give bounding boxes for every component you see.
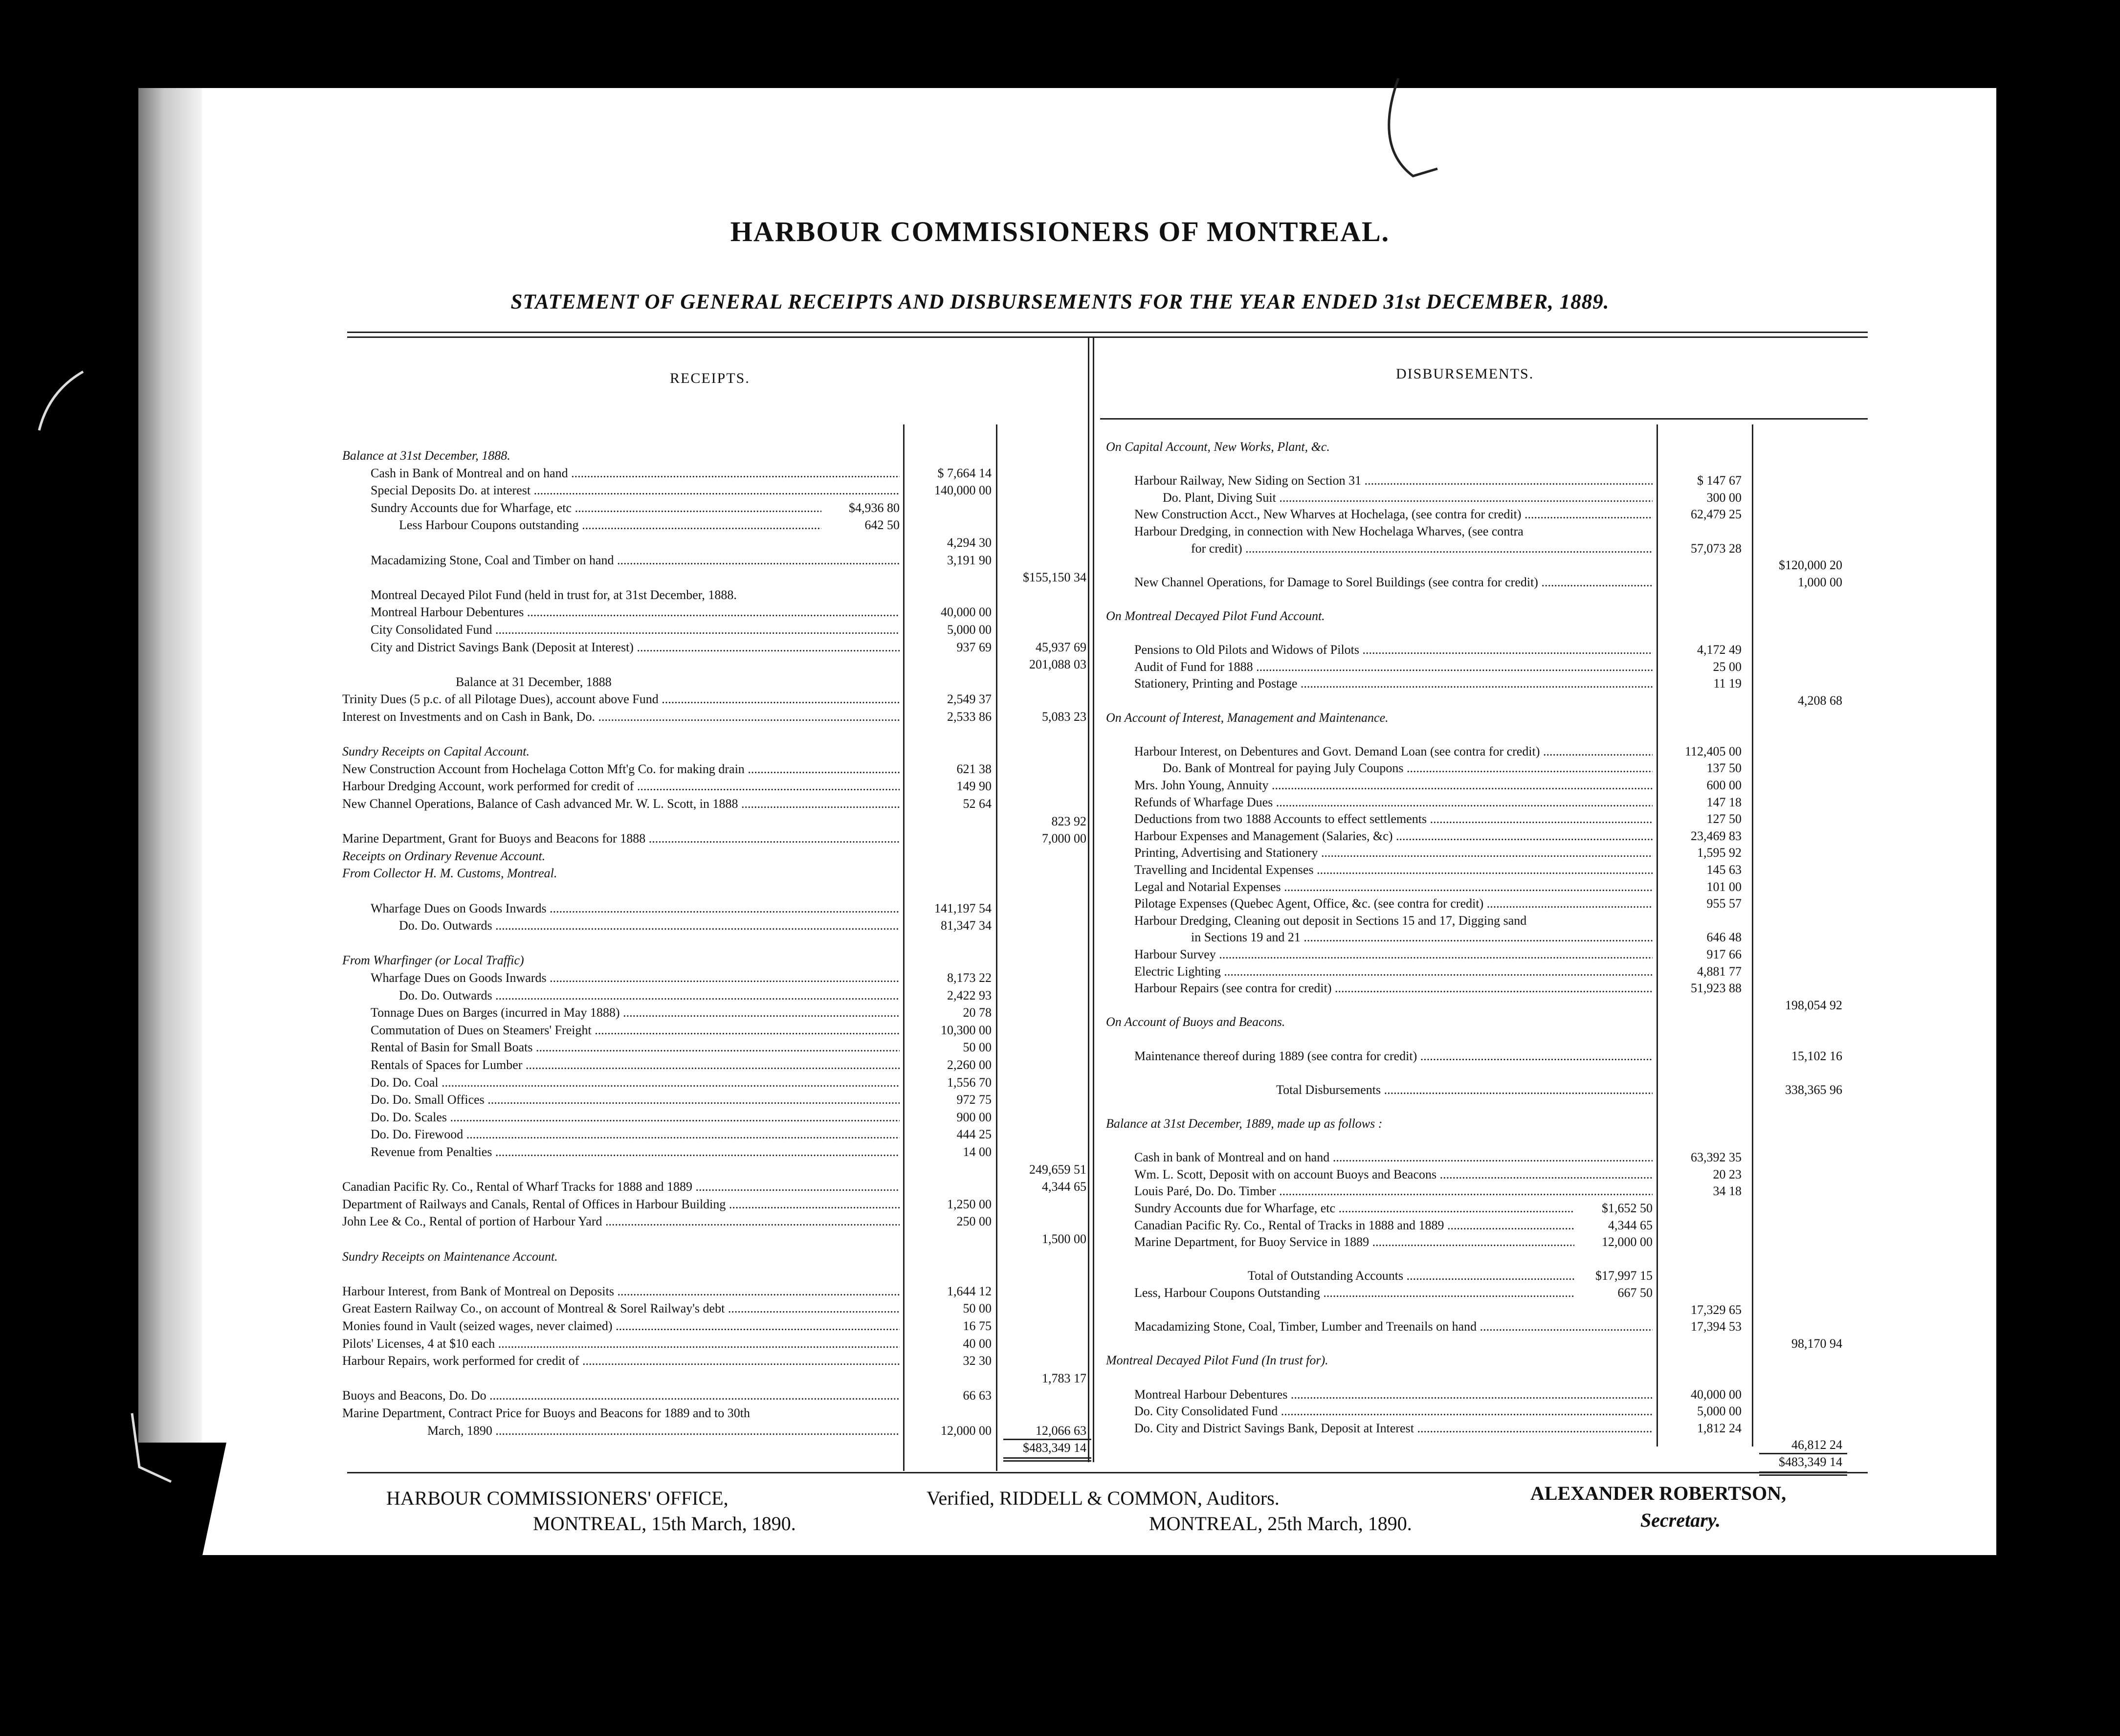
total-rule bbox=[1759, 1453, 1847, 1454]
amount-detail: 145 63 bbox=[1706, 863, 1742, 877]
row-label: New Construction Acct., New Wharves at Hochelaga, (see contra for credit) ..... bbox=[1134, 508, 1653, 521]
ledger-row bbox=[0, 880, 2120, 894]
row-label: Trinity Dues (5 p.c. of all Pilotage Dues), account above Fund ..... bbox=[342, 692, 900, 706]
amount-total: 1,783 17 bbox=[1042, 1371, 1086, 1385]
amount-detail: 900 00 bbox=[956, 1110, 992, 1124]
row-label: Cash in Bank of Montreal and on hand ..... bbox=[371, 467, 900, 480]
amount-total: 823 92 bbox=[1051, 814, 1086, 828]
row-label: Cash in bank of Montreal and on hand ..... bbox=[1134, 1151, 1653, 1164]
row-label: Less Harbour Coupons outstanding ..... bbox=[399, 518, 821, 532]
row-label: Pilots' Licenses, 4 at $10 each ..... bbox=[342, 1337, 900, 1351]
row-label: Balance at 31 December, 1888 bbox=[456, 675, 612, 689]
row-label: Tonnage Dues on Barges (incurred in May 1888) ..... bbox=[371, 1006, 900, 1020]
amount-detail: 955 57 bbox=[1706, 896, 1742, 911]
ledger-row bbox=[0, 657, 2120, 674]
secretary-name: ALEXANDER ROBERTSON, bbox=[1530, 1482, 1787, 1504]
amount-detail: 646 48 bbox=[1706, 930, 1742, 945]
ledger-row bbox=[0, 1388, 2120, 1402]
ledger-row bbox=[0, 931, 2120, 944]
row-label: Harbour Dredging, in connection with New Hochelaga Wharves, (see contra bbox=[1134, 525, 1524, 538]
row-label: New Channel Operations, Balance of Cash advanced Mr. W. L. Scott, in 1888 ..... bbox=[342, 797, 900, 811]
amount-detail: 1,556 70 bbox=[947, 1075, 992, 1090]
row-label: Special Deposits Do. at interest ..... bbox=[371, 484, 900, 497]
amount-detail: 40,000 00 bbox=[1691, 1387, 1742, 1402]
ledger-row bbox=[0, 525, 2120, 538]
section-heading bbox=[0, 1015, 2120, 1029]
amount-inner: 667 50 bbox=[1617, 1286, 1653, 1300]
ledger-row bbox=[0, 1404, 2120, 1418]
row-label: On Account of Buoys and Beacons. bbox=[1106, 1015, 1285, 1029]
ledger-row bbox=[0, 1100, 2120, 1113]
row-label: Balance at 31st December, 1888. bbox=[342, 449, 510, 463]
ledger-row bbox=[0, 999, 2120, 1012]
amount-detail: 2,549 37 bbox=[947, 692, 992, 707]
row-label: John Lee & Co., Rental of portion of Harbour Yard ..... bbox=[342, 1215, 900, 1228]
amount-total: $483,349 14 bbox=[1023, 1441, 1086, 1455]
amount-detail: 112,405 00 bbox=[1684, 744, 1742, 758]
amount-detail: $ 147 67 bbox=[1697, 473, 1742, 488]
row-label: Do. Bank of Montreal for paying July Coupons ..... bbox=[1163, 761, 1653, 775]
ledger-row bbox=[0, 1269, 2120, 1283]
ledger-row bbox=[0, 779, 2120, 792]
row-label: Do. Do. Small Offices ..... bbox=[371, 1093, 900, 1107]
ledger-row bbox=[0, 965, 2120, 979]
amount-total: 198,054 92 bbox=[1785, 998, 1842, 1012]
amount-inner: $1,652 50 bbox=[1602, 1201, 1653, 1215]
ledger-row bbox=[0, 1202, 2120, 1215]
amount-detail: 2,422 93 bbox=[947, 988, 992, 1002]
office-line-2: MONTREAL, 15th March, 1890. bbox=[533, 1513, 796, 1535]
auditors-line-2: MONTREAL, 25th March, 1890. bbox=[1149, 1513, 1412, 1535]
row-label: Wm. L. Scott, Deposit with on account Buoys and Beacons ..... bbox=[1134, 1168, 1653, 1181]
amount-detail: 14 00 bbox=[963, 1145, 992, 1159]
amount-inner: $4,936 80 bbox=[849, 500, 900, 515]
amount-detail: 250 00 bbox=[956, 1214, 992, 1229]
row-label: Rentals of Spaces for Lumber ..... bbox=[371, 1058, 900, 1072]
row-label: Montreal Harbour Debentures ..... bbox=[371, 605, 900, 619]
amount-detail: 16 75 bbox=[963, 1319, 992, 1333]
amount-detail: 23,469 83 bbox=[1691, 828, 1742, 843]
ledger-row bbox=[0, 1438, 2120, 1452]
section-heading bbox=[0, 609, 2120, 623]
row-label: Refunds of Wharfage Dues ..... bbox=[1134, 796, 1653, 809]
amount-detail: 17,394 53 bbox=[1691, 1319, 1742, 1334]
amount-detail: 141,197 54 bbox=[934, 901, 992, 915]
row-label: Harbour Railway, New Siding on Section 31 ..... bbox=[1134, 474, 1653, 488]
row-label: Marine Department, Grant for Buoys and Beacons for 1888 ..... bbox=[342, 832, 900, 846]
row-label: Do. Do. Outwards ..... bbox=[399, 989, 900, 1002]
grand-total-row bbox=[0, 1455, 2120, 1469]
row-label: Harbour Repairs (see contra for credit) ..... bbox=[1134, 981, 1653, 995]
row-label: Montreal Decayed Pilot Fund (held in trust for, at 31st December, 1888. bbox=[371, 588, 737, 602]
ledger-row bbox=[0, 542, 2120, 556]
ledger-row bbox=[0, 1219, 2120, 1232]
row-label: On Account of Interest, Management and Maintenance. bbox=[1106, 711, 1389, 725]
amount-detail: 40 00 bbox=[963, 1336, 992, 1351]
ledger-row bbox=[0, 1168, 2120, 1181]
amount-total: 1,500 00 bbox=[1042, 1232, 1086, 1246]
row-label: Harbour Interest, from Bank of Montreal on Deposits ..... bbox=[342, 1285, 900, 1298]
secretary-title: Secretary. bbox=[1640, 1509, 1721, 1531]
stray-mark-left bbox=[29, 362, 108, 440]
ledger-row bbox=[0, 745, 2120, 758]
row-label: Canadian Pacific Ry. Co., Rental of Wharf Tracks for 1888 and 1889 ..... bbox=[342, 1180, 900, 1194]
amount-total: $483,349 14 bbox=[1779, 1455, 1842, 1469]
amount-detail: 4,294 30 bbox=[947, 535, 992, 550]
rule-top-2 bbox=[347, 336, 1868, 338]
stray-mark-top bbox=[1379, 68, 1447, 196]
office-line-1: HARBOUR COMMISSIONERS' OFFICE, bbox=[386, 1487, 729, 1509]
amount-detail: 917 66 bbox=[1706, 947, 1742, 961]
amount-detail: 621 38 bbox=[956, 761, 992, 776]
ledger-row bbox=[0, 1249, 2120, 1266]
row-label: From Collector H. M. Customs, Montreal. bbox=[342, 867, 557, 881]
amount-detail: 147 18 bbox=[1706, 795, 1742, 809]
row-label: Deductions from two 1888 Accounts to effect settlements ..... bbox=[1134, 812, 1653, 826]
row-label: Do. Do. Firewood ..... bbox=[371, 1128, 900, 1141]
ledger-row bbox=[0, 914, 2120, 928]
amount-total: 15,102 16 bbox=[1791, 1048, 1842, 1063]
amount-detail: 600 00 bbox=[1706, 778, 1742, 792]
row-label: Harbour Survey ..... bbox=[1134, 948, 1653, 961]
row-label: New Construction Account from Hochelaga Cotton Mft'g Co. for making drain ..... bbox=[342, 762, 900, 776]
amount-total: $120,000 20 bbox=[1779, 558, 1842, 573]
ledger-row bbox=[0, 626, 2120, 640]
rule-disb-header bbox=[1100, 418, 1868, 420]
amount-detail: 66 63 bbox=[963, 1388, 992, 1403]
amount-detail: 937 69 bbox=[956, 640, 992, 654]
amount-detail: 34 18 bbox=[1713, 1184, 1742, 1199]
amount-detail: 137 50 bbox=[1706, 761, 1742, 776]
ledger-row bbox=[0, 1303, 2120, 1317]
amount-detail: 81,347 34 bbox=[941, 918, 992, 933]
row-label: Sundry Receipts on Maintenance Account. bbox=[342, 1249, 558, 1264]
ledger-row bbox=[0, 1235, 2120, 1249]
amount-total: 249,659 51 bbox=[1029, 1162, 1086, 1177]
torn-corner bbox=[76, 1443, 226, 1736]
amount-detail: 140,000 00 bbox=[934, 483, 992, 498]
section-heading bbox=[0, 711, 2120, 725]
amount-total: 45,937 69 bbox=[1036, 640, 1086, 654]
amount-inner: $17,997 15 bbox=[1595, 1269, 1653, 1283]
row-label: Audit of Fund for 1888 ..... bbox=[1134, 660, 1653, 674]
row-label: Do. City and District Savings Bank, Deposit at Interest ..... bbox=[1134, 1422, 1653, 1435]
row-label: Montreal Harbour Debentures ..... bbox=[1134, 1388, 1653, 1402]
auditors-line-1: Verified, RIDDELL & COMMON, Auditors. bbox=[927, 1487, 1280, 1509]
ledger-row bbox=[0, 1422, 2120, 1435]
ledger-row bbox=[0, 576, 2120, 589]
section-heading bbox=[0, 440, 2120, 454]
amount-detail: 5,000 00 bbox=[947, 623, 992, 637]
row-label: Electric Lighting ..... bbox=[1134, 965, 1653, 979]
amount-detail: 3,191 90 bbox=[947, 553, 992, 567]
ledger-row bbox=[0, 863, 2120, 877]
amount-detail: 32 30 bbox=[963, 1354, 992, 1368]
row-label: On Capital Account, New Works, Plant, &c. bbox=[1106, 440, 1330, 454]
row-label: Balance at 31st December, 1889, made up as follows : bbox=[1106, 1117, 1383, 1131]
amount-inner: 642 50 bbox=[864, 518, 900, 533]
row-label: Harbour Interest, on Debentures and Govt. Demand Loan (see contra for credit) ..... bbox=[1134, 745, 1653, 758]
amount-total: 98,170 94 bbox=[1791, 1336, 1842, 1351]
amount-detail: 52 64 bbox=[963, 797, 992, 811]
amount-detail: 10,300 00 bbox=[941, 1023, 992, 1037]
row-label: Louis Paré, Do. Do. Timber ..... bbox=[1134, 1184, 1653, 1198]
row-label: Receipts on Ordinary Revenue Account. bbox=[342, 849, 546, 863]
row-label: City and District Savings Bank (Deposit at Interest) ..... bbox=[371, 641, 900, 654]
row-label: Interest on Investments and on Cash in Bank, Do. ..... bbox=[342, 710, 900, 724]
row-label: Pensions to Old Pilots and Widows of Pilots ..... bbox=[1134, 643, 1653, 657]
row-label: Monies found in Vault (seized wages, never claimed) ..... bbox=[342, 1319, 900, 1333]
ledger-row bbox=[0, 829, 2120, 843]
row-label: Harbour Repairs, work performed for credit of ..... bbox=[342, 1354, 900, 1368]
row-label: Harbour Dredging, Cleaning out deposit in Sections 15 and 17, Digging sand bbox=[1134, 913, 1527, 928]
row-label: Do. Do. Outwards ..... bbox=[399, 919, 900, 933]
amount-detail: 1,644 12 bbox=[947, 1284, 992, 1298]
amount-detail: 101 00 bbox=[1706, 879, 1742, 894]
row-label: Travelling and Incidental Expenses ..... bbox=[1134, 863, 1653, 877]
row-label: Harbour Dredging Account, work performed for credit of ..... bbox=[342, 779, 900, 793]
receipts-heading: RECEIPTS. bbox=[670, 370, 750, 386]
amount-detail: 1,595 92 bbox=[1697, 846, 1742, 860]
amount-detail: 2,533 86 bbox=[947, 710, 992, 724]
row-label: Marine Department, for Buoy Service in 1889 ..... bbox=[1134, 1235, 1574, 1249]
ledger-row bbox=[0, 592, 2120, 606]
ledger-row bbox=[0, 1066, 2120, 1080]
amount-detail: 50 00 bbox=[963, 1301, 992, 1316]
row-label: Macadamizing Stone, Coal, Timber, Lumber and Treenails on hand ..... bbox=[1134, 1320, 1653, 1334]
row-label: Less, Harbour Coupons Outstanding ..... bbox=[1134, 1286, 1574, 1300]
amount-total: $155,150 34 bbox=[1023, 570, 1086, 585]
row-label: On Montreal Decayed Pilot Fund Account. bbox=[1106, 609, 1325, 623]
row-label: Department of Railways and Canals, Rental of Offices in Harbour Building ..... bbox=[342, 1198, 900, 1211]
amount-detail: 57,073 28 bbox=[1691, 541, 1742, 556]
amount-total: 201,088 03 bbox=[1029, 657, 1086, 672]
row-label: Maintenance thereof during 1889 (see contra for credit) ..... bbox=[1134, 1049, 1653, 1063]
row-label: Do. Do. Coal ..... bbox=[371, 1076, 900, 1090]
row-label: City Consolidated Fund ..... bbox=[371, 623, 900, 637]
row-label: March, 1890 ..... bbox=[427, 1424, 900, 1438]
amount-detail: 63,392 35 bbox=[1691, 1150, 1742, 1165]
row-label: Wharfage Dues on Goods Inwards ..... bbox=[371, 971, 900, 985]
row-label: Printing, Advertising and Stationery ..... bbox=[1134, 846, 1653, 860]
amount-detail: 444 25 bbox=[956, 1127, 992, 1142]
ledger-row bbox=[0, 1184, 2120, 1198]
document-subtitle: STATEMENT OF GENERAL RECEIPTS AND DISBURSEMENTS FOR THE YEAR ENDED 31st DECEMBER, 1889. bbox=[510, 290, 1610, 313]
amount-detail: 40,000 00 bbox=[941, 605, 992, 620]
amount-detail: 149 90 bbox=[956, 779, 992, 794]
ledger-row bbox=[0, 1371, 2120, 1384]
row-label: Do. Plant, Diving Suit ..... bbox=[1163, 491, 1653, 505]
row-label: Pilotage Expenses (Quebec Agent, Office, &c. (see contra for credit) ..... bbox=[1134, 897, 1653, 911]
amount-total: 46,812 24 bbox=[1791, 1438, 1842, 1452]
rule-bottom bbox=[347, 1472, 1868, 1473]
amount-detail: 4,881 77 bbox=[1697, 964, 1742, 979]
ledger-row bbox=[0, 981, 2120, 995]
amount-detail: 1,812 24 bbox=[1697, 1421, 1742, 1435]
ledger-row bbox=[0, 1151, 2120, 1164]
amount-total: 4,208 68 bbox=[1798, 693, 1842, 708]
amount-detail: 127 50 bbox=[1706, 812, 1742, 826]
ledger-row bbox=[0, 1286, 2120, 1300]
ledger-row bbox=[0, 846, 2120, 860]
amount-detail: 2,260 00 bbox=[947, 1058, 992, 1072]
amount-detail: 20 23 bbox=[1713, 1167, 1742, 1181]
amount-inner: 12,000 00 bbox=[1602, 1235, 1653, 1249]
ledger-row bbox=[0, 508, 2120, 521]
ledger-row bbox=[0, 812, 2120, 826]
row-label: Rental of Basin for Small Boats ..... bbox=[371, 1041, 900, 1054]
row-label: Macadamizing Stone, Coal and Timber on hand ..... bbox=[371, 554, 900, 567]
ledger-row bbox=[0, 1134, 2120, 1148]
ledger-row bbox=[0, 677, 2120, 690]
row-label: Sundry Accounts due for Wharfage, etc ..... bbox=[371, 501, 821, 515]
amount-total: 338,365 96 bbox=[1785, 1082, 1842, 1097]
amount-detail: 8,173 22 bbox=[947, 971, 992, 985]
ledger-row bbox=[0, 1083, 2120, 1097]
ledger-row bbox=[0, 1320, 2120, 1334]
row-label: in Sections 19 and 21 ..... bbox=[1191, 931, 1653, 944]
amount-detail: 17,329 65 bbox=[1691, 1302, 1742, 1317]
row-label: Great Eastern Railway Co., on account of Montreal & Sorel Railway's debt ..... bbox=[342, 1302, 900, 1315]
amount-detail: 300 00 bbox=[1706, 490, 1742, 505]
amount-detail: 62,479 25 bbox=[1691, 507, 1742, 522]
amount-total: 5,083 23 bbox=[1042, 710, 1086, 724]
section-heading bbox=[0, 1117, 2120, 1131]
ledger-row bbox=[0, 457, 2120, 471]
row-label: Mrs. John Young, Annuity ..... bbox=[1134, 779, 1653, 792]
amount-detail: 25 00 bbox=[1713, 659, 1742, 674]
row-label: Sundry Receipts on Capital Account. bbox=[342, 745, 530, 759]
row-label: Buoys and Beacons, Do. Do ..... bbox=[342, 1389, 900, 1402]
ledger-row bbox=[0, 948, 2120, 961]
ledger-row bbox=[0, 1032, 2120, 1046]
amount-detail: 20 78 bbox=[963, 1005, 992, 1020]
row-label: Montreal Decayed Pilot Fund (In trust for). bbox=[1106, 1354, 1328, 1368]
amount-detail: 50 00 bbox=[963, 1040, 992, 1055]
amount-detail: 11 19 bbox=[1713, 676, 1742, 691]
amount-detail: 4,172 49 bbox=[1697, 643, 1742, 657]
ledger-row bbox=[0, 474, 2120, 488]
document-title: HARBOUR COMMISSIONERS OF MONTREAL. bbox=[730, 216, 1390, 247]
row-label: From Wharfinger (or Local Traffic) bbox=[342, 954, 524, 968]
amount-detail: 1,250 00 bbox=[947, 1197, 992, 1211]
row-label: Legal and Notarial Expenses ..... bbox=[1134, 880, 1653, 894]
ledger-row bbox=[0, 897, 2120, 911]
row-label: Commutation of Dues on Steamers' Freight ..... bbox=[371, 1024, 900, 1037]
ledger-row bbox=[0, 1049, 2120, 1063]
rule-top-1 bbox=[347, 332, 1868, 333]
amount-total: 4,344 65 bbox=[1042, 1180, 1086, 1194]
row-label: Harbour Expenses and Management (Salaries, &c) ..... bbox=[1134, 829, 1653, 843]
section-heading bbox=[0, 1354, 2120, 1367]
amount-inner: 4,344 65 bbox=[1608, 1218, 1653, 1232]
row-label: Total of Outstanding Accounts ..... bbox=[1248, 1269, 1574, 1283]
amount-detail: $ 7,664 14 bbox=[937, 466, 992, 480]
row-label: Sundry Accounts due for Wharfage, etc ..... bbox=[1134, 1202, 1574, 1215]
row-label: Wharfage Dues on Goods Inwards ..... bbox=[371, 902, 900, 915]
amount-detail: 12,000 00 bbox=[941, 1423, 992, 1438]
amount-detail: 972 75 bbox=[956, 1092, 992, 1107]
ledger-row bbox=[0, 640, 2120, 657]
row-label: Stationery, Printing and Postage ..... bbox=[1134, 677, 1653, 690]
row-label: for credit) ..... bbox=[1191, 542, 1653, 556]
amount-detail: 5,000 00 bbox=[1697, 1404, 1742, 1419]
amount-total: 7,000 00 bbox=[1042, 831, 1086, 846]
total-rule bbox=[1759, 1474, 1847, 1476]
amount-total: 12,066 63 bbox=[1036, 1423, 1086, 1438]
row-label: Revenue from Penalties ..... bbox=[371, 1145, 900, 1159]
row-label: Do. City Consolidated Fund ..... bbox=[1134, 1404, 1653, 1418]
disbursements-heading: DISBURSEMENTS. bbox=[1396, 366, 1534, 382]
ledger-row bbox=[0, 1337, 2120, 1351]
row-label: Marine Department, Contract Price for Buoys and Beacons for 1889 and to 30th bbox=[342, 1406, 750, 1420]
row-label: Canadian Pacific Ry. Co., Rental of Tracks in 1888 and 1889 ..... bbox=[1134, 1219, 1574, 1232]
ledger-row bbox=[0, 694, 2120, 708]
row-label: Do. Do. Scales ..... bbox=[371, 1111, 900, 1124]
ledger-row bbox=[0, 558, 2120, 572]
amount-detail: 51,923 88 bbox=[1691, 981, 1742, 996]
ledger-row bbox=[0, 728, 2120, 741]
ledger-row bbox=[0, 761, 2120, 775]
ledger-row bbox=[0, 491, 2120, 505]
amount-total: 1,000 00 bbox=[1798, 575, 1842, 589]
ledger-row bbox=[0, 796, 2120, 809]
row-label: New Channel Operations, for Damage to Sorel Buildings (see contra for credit) ..... bbox=[1134, 576, 1653, 589]
row-label: Total Disbursements ..... bbox=[1276, 1083, 1653, 1097]
